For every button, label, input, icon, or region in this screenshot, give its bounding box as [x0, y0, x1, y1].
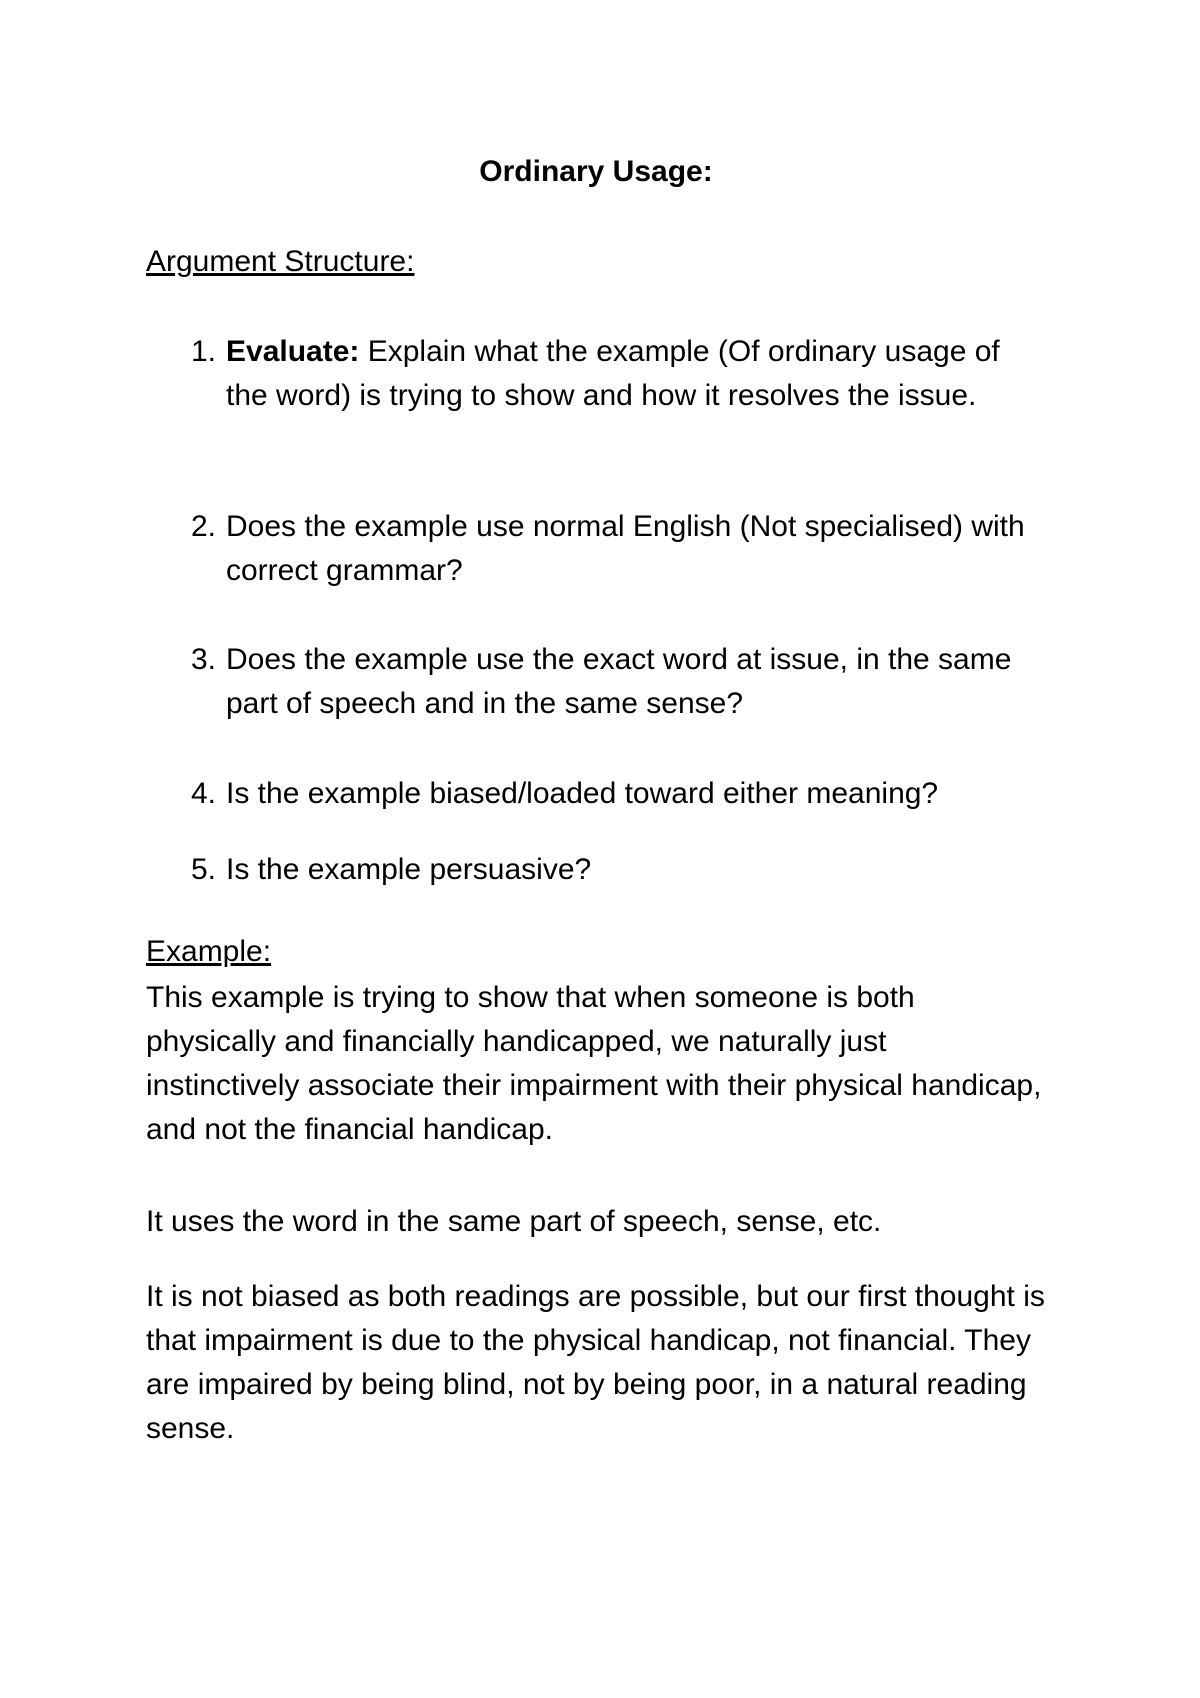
- page-title: Ordinary Usage:: [479, 155, 713, 188]
- example-paragraph-usage: It uses the word in the same part of speech, sense, etc.: [146, 1205, 882, 1238]
- list-item-number: 5.: [190, 853, 216, 886]
- list-item-text: [226, 330, 1036, 418]
- argument-structure-heading: Argument Structure:: [146, 245, 415, 278]
- list-item-number: 1.: [190, 335, 216, 368]
- example-heading: Example:: [146, 935, 272, 968]
- example-paragraph-bias: It is not biased as both readings are possible, but our first thought is that impairment is due to the physical handicap, not financial. They are impaired by being blind, not by being poor, in a natural reading sense.: [146, 1280, 1045, 1445]
- list-item-text: Does the example use normal English (Not specialised) with correct grammar?: [226, 510, 1025, 587]
- list-item-body: Explain what the example (Of ordinary usage of the word) is trying to show and how it resolves the issue.: [226, 335, 1000, 412]
- list-item-text: Does the example use the exact word at issue, in the same part of speech and in the same sense?: [226, 643, 1012, 720]
- list-item-bold-label: Evaluate:: [226, 335, 360, 368]
- list-item-text: Is the example biased/loaded toward either meaning?: [226, 777, 939, 810]
- list-item-number: 3.: [190, 643, 216, 676]
- list-item-number: 4.: [190, 777, 216, 810]
- example-paragraph-intent: This example is trying to show that when someone is both physically and financially handicapped, we naturally just instinctively associate their impairment with their physical handicap, and not the financial handicap.: [146, 981, 1042, 1146]
- list-item-number: 2.: [190, 510, 216, 543]
- list-item-text: Is the example persuasive?: [226, 853, 592, 886]
